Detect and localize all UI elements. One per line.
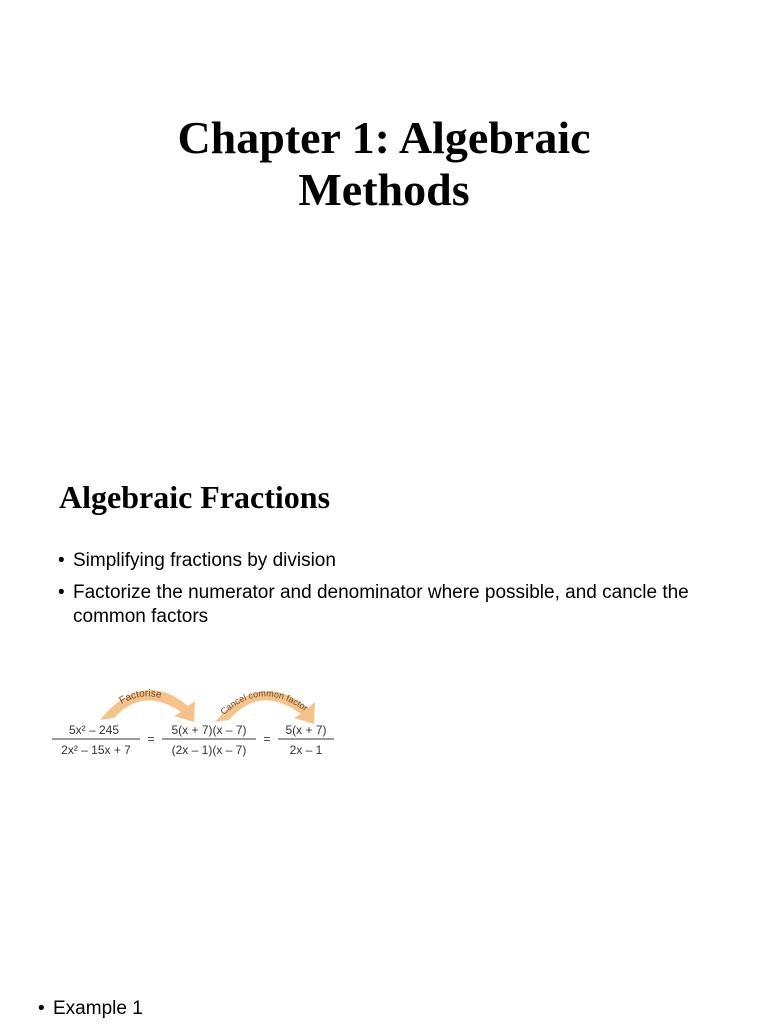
bullet-list xyxy=(58,549,728,637)
fraction-denominator: (2x – 1)(x – 7) xyxy=(171,743,247,757)
fraction-factorised xyxy=(162,723,256,757)
title-line-2: Methods xyxy=(298,164,470,215)
cancel-arrow xyxy=(215,688,315,724)
section-heading: Algebraic Fractions xyxy=(59,479,331,515)
equals-sign: = xyxy=(147,732,155,746)
fraction-original xyxy=(52,723,140,757)
equals-sign: = xyxy=(263,732,271,746)
fraction-diagram xyxy=(48,674,338,766)
factorise-label: Factorise xyxy=(117,688,163,707)
bullet-item: • Factorize the numerator and denominator where possible, and cancle the common factors xyxy=(58,581,728,629)
bullet-item: • Simplifying fractions by division xyxy=(58,549,728,573)
fraction-numerator: 5(x + 7) xyxy=(285,723,327,737)
fraction-simplified xyxy=(278,723,334,757)
fraction-numerator: 5x² – 245 xyxy=(68,723,120,737)
fraction-denominator: 2x² – 15x + 7 xyxy=(61,743,131,757)
cancel-label: Cancel common factor xyxy=(218,688,310,717)
example-bullet: • Example 1 xyxy=(38,997,143,1021)
fraction-denominator: 2x – 1 xyxy=(289,743,323,757)
title-line-1: Chapter 1: Algebraic xyxy=(177,112,591,163)
page-title xyxy=(0,112,768,216)
algebraic-fraction-figure xyxy=(48,674,338,766)
fraction-numerator: 5(x + 7)(x – 7) xyxy=(171,723,247,737)
factorise-arrow xyxy=(100,688,195,722)
